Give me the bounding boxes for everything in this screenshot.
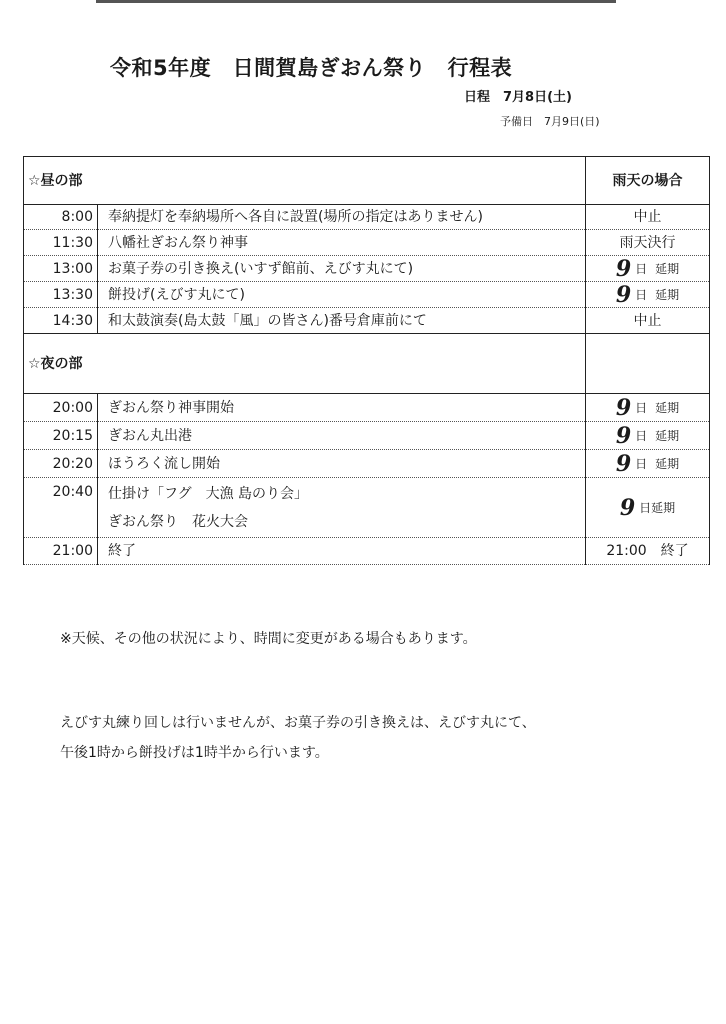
table-row <box>24 478 710 538</box>
handwritten-day-number: 9 <box>615 281 632 308</box>
day-unit: 日 <box>635 428 648 443</box>
time-cell: 13:00 <box>24 256 98 282</box>
reserve-date: 予備日 7月9日(日) <box>500 115 600 128</box>
table-row <box>24 308 710 334</box>
event-line: 仕掛け「フグ 大漁 島のり会」 <box>108 485 309 502</box>
rain-cell: 中止 <box>586 205 710 230</box>
event-cell: 餅投げ(えびす丸にて) <box>98 282 586 308</box>
table-row <box>24 230 710 256</box>
time-cell: 14:30 <box>24 308 98 334</box>
rain-cell <box>586 478 710 538</box>
postpone-text: 延期 <box>655 428 680 443</box>
day-unit: 日 <box>635 400 648 415</box>
event-cell: 終了 <box>98 538 586 565</box>
table-row <box>24 538 710 565</box>
event-cell: 八幡社ぎおん祭り神事 <box>98 230 586 256</box>
table-row <box>24 282 710 308</box>
time-cell: 8:00 <box>24 205 98 230</box>
table-row <box>24 256 710 282</box>
day-unit: 日 <box>635 261 648 276</box>
event-date: 日程 7月8日(土) <box>464 90 572 105</box>
rain-case-header: 雨天の場合 <box>586 157 710 205</box>
rain-cell <box>586 256 710 282</box>
night-header-rain-cell <box>586 334 710 394</box>
postpone-text: 延期 <box>655 287 680 302</box>
postpone-text: 延期 <box>651 500 676 515</box>
event-cell: お菓子券の引き換え(いすず館前、えびす丸にて) <box>98 256 586 282</box>
time-cell: 13:30 <box>24 282 98 308</box>
rain-cell <box>586 394 710 422</box>
time-cell: 20:00 <box>24 394 98 422</box>
event-cell: ぎおん祭り神事開始 <box>98 394 586 422</box>
postpone-text: 延期 <box>655 400 680 415</box>
rain-cell <box>586 450 710 478</box>
handwritten-day-number: 9 <box>619 494 636 521</box>
postpone-text: 延期 <box>655 261 680 276</box>
handwritten-day-number: 9 <box>615 422 632 449</box>
night-section-label: ☆夜の部 <box>24 334 586 394</box>
event-cell <box>98 478 586 538</box>
time-cell: 20:20 <box>24 450 98 478</box>
time-cell: 21:00 <box>24 538 98 565</box>
schedule-table <box>23 156 710 565</box>
event-cell: ほうろく流し開始 <box>98 450 586 478</box>
event-cell: 奉納提灯を奉納場所へ各自に設置(場所の指定はありません) <box>98 205 586 230</box>
rain-cell <box>586 282 710 308</box>
rain-cell: 雨天決行 <box>586 230 710 256</box>
rain-cell: 21:00 終了 <box>586 538 710 565</box>
handwritten-day-number: 9 <box>615 394 632 421</box>
event-line: ぎおん祭り 花火大会 <box>108 513 248 530</box>
night-section-header <box>24 334 710 394</box>
handwritten-day-number: 9 <box>615 450 632 477</box>
info-line: 午後1時から餅投げは1時半から行います。 <box>60 745 329 761</box>
time-cell: 20:40 <box>24 478 98 538</box>
table-row <box>24 450 710 478</box>
rain-cell <box>586 422 710 450</box>
table-row <box>24 205 710 230</box>
table-row <box>24 422 710 450</box>
handwritten-day-number: 9 <box>615 255 632 282</box>
day-unit: 日 <box>635 287 648 302</box>
day-unit: 日 <box>635 456 648 471</box>
event-cell: 和太鼓演奏(島太鼓「風」の皆さん)番号倉庫前にて <box>98 308 586 334</box>
day-unit: 日 <box>639 500 652 515</box>
page-title: 令和5年度 日間賀島ぎおん祭り 行程表 <box>110 56 513 80</box>
event-cell: ぎおん丸出港 <box>98 422 586 450</box>
rain-cell: 中止 <box>586 308 710 334</box>
day-section-header <box>24 157 710 205</box>
day-section-label: ☆昼の部 <box>24 157 586 205</box>
table-row <box>24 394 710 422</box>
postpone-text: 延期 <box>655 456 680 471</box>
time-cell: 11:30 <box>24 230 98 256</box>
time-cell: 20:15 <box>24 422 98 450</box>
top-edge-line <box>96 0 616 3</box>
info-line: えびす丸練り回しは行いませんが、お菓子券の引き換えは、えびす丸にて、 <box>60 715 536 731</box>
schedule-change-note: ※天候、その他の状況により、時間に変更がある場合もあります。 <box>60 631 477 647</box>
